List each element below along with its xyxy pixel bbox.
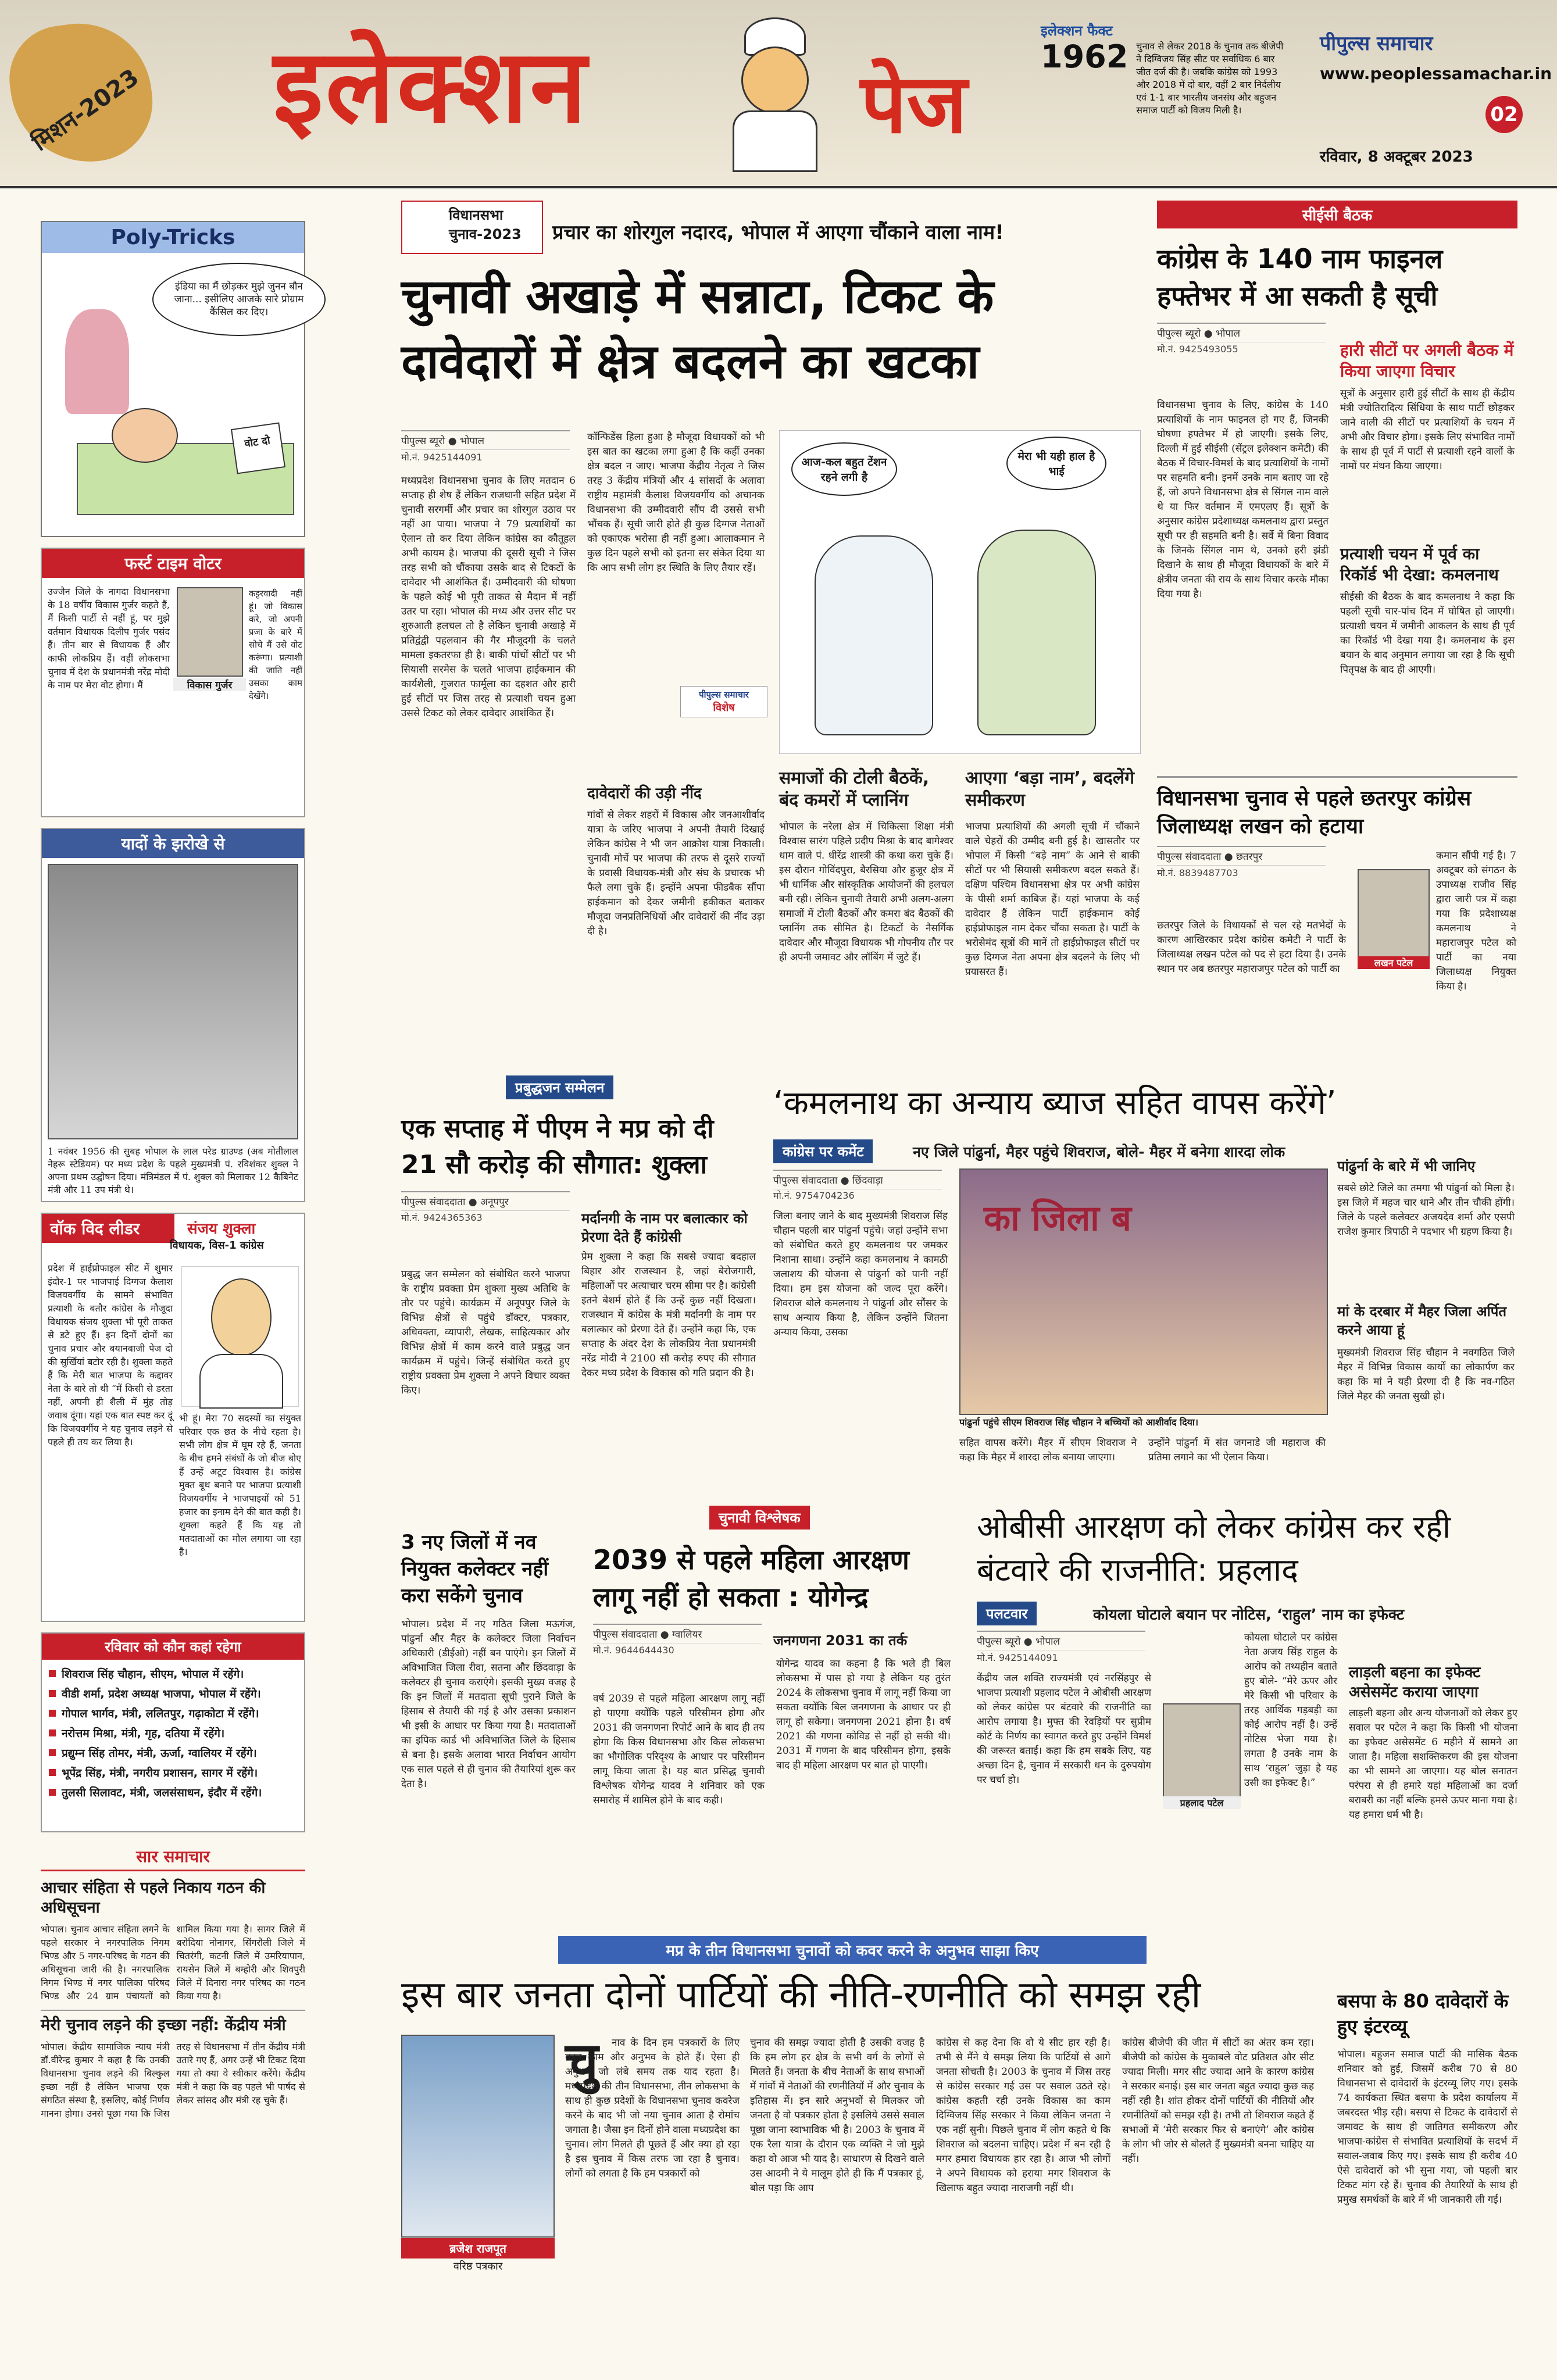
bottom-dropcap: चु [565,2031,599,2092]
cartoon-bubble: इंडिया का मैं छोड़कर मुझे जुनन बौन जाना... इसीलिए आजके सारे प्रोग्राम कैंसिल कर दिए। [152,263,326,336]
chh-headline: विधानसभा चुनाव से पहले छतरपुर कांग्रेस जिलाध्यक्ष लखन को हटाया [1157,787,1472,838]
obc-photo-caption: प्रहलाद पटेल [1163,1796,1241,1809]
bottom-story [401,1936,1326,2366]
prabuddh-mob: मो.नं. 9424365363 [401,1212,483,1223]
women-mob: मो.नं. 9644644430 [593,1645,674,1656]
lead-kicker: प्रचार का शोरगुल नदारद, भोपाल में आएगा चौंकाने वाला नाम! [552,221,1004,244]
chh-photo-caption: लखन पटेल [1358,956,1430,969]
obc-mob: मो.नं. 9425144091 [977,1652,1058,1663]
kn-kicker: नए जिले पांढुर्ना, मैहर पहुंचे शिवराज, बोले- मैहर में बनेगा शारदा लोक [913,1143,1285,1160]
prabuddh-col2: प्रेम शुक्ला ने कहा कि सबसे ज्यादा बदहाल बिहार और राजस्थान है, जहां बेरोजगारी, महिलाओं पर अत्याचार चरम सीमा पर है। कांग्रेसी इतने बेशर्म होते हैं कि उन्हें कुछ नहीं दिखता। राजस्थान में कांग्रेस के मंत्री मर्दानगी के नाम पर बलात्कार को प्रेरणा देते हैं। उन्होंने कहा कि, एक सप्ताह के अंदर देश के लोकप्रिय नेता प्रधानमंत्री नरेंद्र मोदी ने 2100 सौ करोड़ रुपए की सौगात देकर मध्य प्रदेश के विकास को गति प्रदान की है। [581,1251,756,1379]
lead-col4: भाजपा प्रत्याशियों की अगली सूची में चौंकाने वाले चेहरों की उम्मीद बनी हुई है। खासतौर पर भोपाल में किसी “बड़े नाम” के आने से बाकी सीटों पर भी सियासी समीकरण बदल सकते हैं। दक्षिण पश्चिम विधानसभा क्षेत्र पर अभी कांग्रेस के पीसी शर्मा काबिज हैं। यहां भाजपा के कई दावेदार हैं लेकिन पार्टी हाईकमान कोई हाईप्रोफाइल नाम देकर चौंका सकता है। पार्टी के भरोसेमंद सूत्रों की मानें तो हाईप्रोफाइल सीटों पर कुछ दिग्गज नेता अपना क्षेत्र बदलने के लिए भी प्रयासरत हैं। [965,821,1140,978]
lead-col2: कॉन्फिडेंस हिला हुआ है मौजूदा विधायकों को भी इस बात का खटका लगा हुआ है कि कहीं उनका क्षेत्र बदल न जाए। भाजपा केंद्रीय नेतृत्व ने जिस तरह 3 केंद्रीय मंत्रियों और 4 सांसदों के अलावा राष्ट्रीय महामंत्री कैलाश विजयवर्गीय को अचानक विधानसभा की उम्मीदवारी सौंप दी उससे सभी भौंचक हैं। सूची जारी होते ही कुछ दिग्गज नेताओं को एकाएक भरोसा ही नहीं हुआ। आलाकमान ने कुछ दिन पहले सभी को इतना सर संकेत दिया था कि आप सभी लोग हर स्थिति के लिए तैयार रहें। [587,431,765,574]
polytricks-title: Poly-Tricks [42,222,304,253]
women-col2: योगेन्द्र यादव का कहना है कि भले ही बिल लोकसभा में पास हो गया है लेकिन यह तुरंत 2024 के लोकसभा चुनाव में लागू नहीं किया जा सकता क्योंकि बिल जनगणना के आधार पर ही लागू हो सकेगा। जनगणना 2021 होना है। वर्ष 2021 की गणना कोविड से नहीं हो सकी थी। 2031 में गणना के बाद परिसीमन होगा, इसके बाद ही महिला आरक्षण पर बात हो पाएगी। [776,1658,951,1771]
districts-text: भोपाल। प्रदेश में नए गठित जिला मऊगंज, पांढुर्ना और मैहर के कलेक्टर जिला निर्वाचन अधिकारी (डीईओ) नहीं बन पाएंगे। इन जिलों में अविभाजित जिला रीवा, सतना और छिंदवाड़ा के कलेक्टर ही चुनाव कराएंगे। इसकी मुख्य वजह है कि इन जिलों में मतदाता सूची पुराने जिले के हिसाब से तैयारी की गई है और उसका प्रकाशन भी इसी के आधार पर किया गया है। मतदाताओं का इपिक कार्ड भी अविभाजित जिले के हिसाब से बना है। इसके अलावा भारत निर्वाचन आयोग एक साल पहले से ही चुनाव की तैयारियां शुरू कर देता है। [401,1618,576,1790]
where-item: भूपेंद्र सिंह, मंत्री, नगरीय प्रशासन, सागर में रहेंगे। [45,1763,301,1783]
prabuddh-story [401,1075,756,1517]
obc-col1: केंद्रीय जल शक्ति राज्यमंत्री एवं नरसिंहपुर से भाजपा प्रत्याशी प्रहलाद पटेल ने ओबीसी आरक्षण को लेकर कांग्रेस पर बंटवारे की राजनीति का आरोप लगाया है। मुफ्त की रेवड़ियों पर सुप्रीम कोर्ट के निर्णय का स्वागत करते हुए उन्होंने विमर्श की जरूरत बताई। कहा कि हम सबके लिए, यह अच्छा दिन है, चुनाव में सरकारी धन के दुरुपयोग पर चर्चा हो। [977,1673,1151,1786]
walk-text2: भी हूं। मेरा 70 सदस्यों का संयुक्त परिवार एक छत के नीचे रहता है। सभी लोग क्षेत्र में घूम रहे हैं, जनता के बीच हमने संबंधों के जो बीज बोए हैं उन्हें अटूट विश्वास है। कांग्रेस मुक्त बूथ बनाने पर भाजपा प्रत्याशी विजयवर्गीय ने भाजपाइयों को 51 हजार का इनाम देने की बात कही है। शुक्ला कहते हैं कि यह तो मतदाताओं का मौल लगाया जा रहा है। [179,1413,301,1557]
obc-tag: पलटवार [977,1602,1037,1625]
lead-story [401,201,1145,1171]
saar2-head: मेरी चुनाव लड़ने की इच्छा नहीं: केंद्रीय मंत्री [41,2010,305,2035]
cec-sub1: हारी सीटों पर अगली बैठक में किया जाएगा विचार [1340,341,1514,381]
saar1-head: आचार संहिता से पहले निकाय गठन की अधिसूचना [41,1879,266,1917]
lead-sub1: दावेदारों की उड़ी नींद [587,785,702,802]
bottom-photo-name: ब्रजेश राजपूत [401,2238,555,2259]
cartoon-figure-left [815,535,933,735]
kn-col-main: जिला बनाए जाने के बाद मुख्यमंत्री शिवराज सिंह चौहान पहली बार पांढुर्ना पहुंचे। जहां उन्होंने सभा को संबोधित करते हुए कमलनाथ पर जमकर निशाना साधा। उन्होंने कहा कमलनाथ ने कामठी जलाशय की योजना से पांढुर्ना को पानी नहीं दिया। हम इस योजना को जल्द पूरा करेंगे। शिवराज बोले कमलनाथ ने पांढुर्ना और सौंसर के साथ अन्याय किया है, लेकिन उन्होंने जितना अन्याय किया, उसका [773,1210,948,1338]
bottom-col2: चुनाव की समझ ज्यादा होती है उसकी वजह है कि हम लोग हर क्षेत्र के सभी वर्ग के लोगों से मिलते हैं। जनता के बीच नेताओं के साथ सभाओं में गांवों में नेताओं की रणनीतियों में और चुनाव के इतिहास में। इन सारे अनुभवों से मिलकर जो जनता है वो पत्रकार होता है इसलिये उससे सवाल पूछा जाना स्वाभाविक भी है। 2003 के चुनाव में एक रैला यात्रा के दौरान एक व्यक्ति ने जो मुझे कहा वो आज भी याद है। साधारण से दिखने वाले उस आदमी ने ये मालूम होते ही कि मैं पत्रकार हूं, बोल पड़ा कि आप [750,2037,924,2194]
brand: पीपुल्स समाचार [1320,32,1433,55]
bottom-banner: मप्र के तीन विधानसभा चुनावों को कवर करने के अनुभव साझा किए [558,1936,1147,1964]
kn-side-sub1: पांढुर्ना के बारे में भी जानिए [1337,1158,1476,1174]
prabuddh-sub1: मर्दानगी के नाम पर बलात्कार को प्रेरणा देते हैं कांग्रेसी [581,1210,748,1245]
prabuddh-col1: प्रबुद्ध जन सम्मेलन को संबोधित करने भाजपा के राष्ट्रीय प्रवक्ता प्रेम शुक्ला मुख्य अतिथि के तौर पर पहुंचे। कार्यक्रम में अनूपपुर जिले के विभिन्न क्षेत्रों से पहुंचे डॉक्टर, पत्रकार, अधिवक्ता, व्यापारी, लेखक, साहित्यकार और विभिन्न क्षेत्रों में काम करने वाले प्रबुद्ध जन कार्यक्रम में पहुंचे। जिन्हें संबोधित करते हुए राष्ट्रीय प्रवक्ता प्रेम शुक्ला ने अपने विचार व्यक्त किए। [401,1268,570,1396]
lead-sub3: आएगा ‘बड़ा नाम’, बदलेंगे समीकरण [965,768,1135,810]
kn-photo-caption: पांढुर्ना पहुंचे सीएम शिवराज सिंह चौहान ने बच्चियों को आशीर्वाद दिया। [959,1417,1199,1428]
cartoon-man [112,408,178,463]
masthead [0,0,1557,188]
saar2-text: भोपाल। केंद्रीय सामाजिक न्याय मंत्री डॉ.वीरेन्द्र कुमार ने कहा है कि उनकी विधानसभा चुनाव लड़ने की बिल्कुल इच्छा नहीं है लेकिन भाजपा एक संगठित संस्था है, इसलिए, कोई निर्णय मानना होगा। उनसे पूछा गया कि जिस तरह से विधानसभा में तीन केंद्रीय मंत्री उतारे गए हैं, अगर उन्हें भी टिकट दिया गया तो क्या वे स्वीकार करेंगे। केंद्रीय मंत्री ने कहा कि वह पहले भी पार्षद से लेकर सांसद और मंत्री रह चुके हैं। [41,2041,305,2119]
bottom-col4: कांग्रेस बीजेपी की जीत में सीटों का अंतर कम रहा। बीजेपी को कांग्रेस के मुकाबले वोट प्रतिशत और सीट ज्यादा मिली। मगर सीट ज्यादा आने के कारण कांग्रेस ने सरकार बनाई। इस बार जनता बहुत ज्यादा कुछ कह नहीं रही है। शांत होकर दोनों पार्टियों की नीतियों और रणनीतियों को समझ रही है। तभी तो शिवराज कहते हैं सभाओं में ‘मेरी सरकार फिर से बनाएंगे’ और कांग्रेस के लोग भी जोर से बोलते हैं मुख्यमंत्री बनना चाहिए या नहीं। [1122,2037,1314,2165]
kn-photo-banner: का जिला ब [984,1198,1131,1239]
chh-text2: कमान सौंपी गई है। 7 अक्टूबर को संगठन के उपाध्यक्ष राजीव सिंह द्वारा जारी पत्र में कहा गया कि प्रदेशाध्यक्ष कमलनाथ ने महाराजपुर पटेल को पार्टी का नया जिलाध्यक्ष नियुक्त किया है। [1436,850,1516,992]
kn-mob: मो.नं. 9754704236 [773,1190,855,1201]
kn-side-sub2: मां के दरबार में मैहर जिला अर्पित करने आया हूं [1337,1303,1507,1338]
walk-title: वॉक विद लीडर [42,1214,174,1243]
website: www.peoplessamachar.in [1320,64,1552,83]
fact-title: इलेक्शन फैक्ट [1041,23,1113,39]
chh-mob: मो.नं. 8839487703 [1157,867,1238,878]
cartoon-bubble-left: आज-कल बहुत टेंशन रहने लगी है [791,442,897,496]
lead-col2b: गांवों से लेकर शहरों में विकास और जनआशीर्वाद यात्रा के जरिए भाजपा ने अपनी तैयारी दिखाई लेकिन कांग्रेस ने भी जन आक्रोश यात्रा निकाली। चुनावी मोर्चे पर भाजपा की तरफ से दूसरे राज्यों के प्रवासी विधायक-मंत्री और संघ के प्रचारक भी फैले लगा चुके हैं। इन्होंने अपना फीडबैक सौंपा हाईकमान को देकर जमीनी हकीकत बताकर मौजूदा जनप्रतिनिधियों और दावेदारों की नींद उड़ा दी है। [587,809,765,937]
kn-side-text2: मुख्यमंत्री शिवराज सिंह चौहान ने नवगठित जिले मैहर में विभिन्न विकास कार्यों का लोकार्पण कर कहा कि मां ने यही प्रेरणा दी है कि नव-गठित जिले मैहर की जनता सुखी हो। [1337,1347,1515,1402]
chh-text: छतरपुर जिले के विधायकों से चल रहे मतभेदों के कारण आखिरकार प्रदेश कांग्रेस कमेटी ने पार्टी के जिलाध्यक्ष लखन पटेल को पद से हटा दिया है। उनके स्थान पर अब छतरपुर महाराजपुर पटेल को पार्टी का [1157,920,1346,975]
cec-tag: सीईसी बैठक [1157,201,1517,228]
saar1-text: भोपाल। चुनाव आचार संहिता लगने के पहले सरकार ने नगरपालिक निगम भिण्ड और 5 नगर-परिषद के गठन की अधिसूचना जारी की है। नगरपालिक निगम भिण्ड में नगर पालिका परिषद भिण्ड और 24 ग्राम पंचायतों को शामिल किया गया है। सागर जिले में बरोदिया नोनागर, सिंगरौली जिले में चितरंगी, कटनी जिले में उमरियापान, रायसेन जिले में बम्होरी और शिवपुरी जिले में दिनारा नगर परिषद का गठन किया गया है। [41,1924,305,2002]
first-voter-text2: कट्टरवादी नहीं हूं। जो विकास करे, जो अपनी प्रजा के बारे में सोचे मैं उसे वोट करूंगा। प्रत्याशी की जाति नहीं उसका काम देखेंगे। [249,588,302,701]
lead-badge-brand: पीपुल्स समाचार [699,689,749,700]
masthead-title-right: पेज [860,57,967,152]
kamalnath-story [773,1081,1517,1500]
women-byline: पीपुल्स संवाददाता ● ग्वालियर [593,1624,762,1643]
memories-photo [48,864,298,1139]
lead-sub2: समाजों की टोली बैठकें, बंद कमरों में प्लानिंग [779,768,930,810]
cec-mob: मो.नं. 9425493055 [1157,344,1238,355]
election-fact [1041,21,1291,117]
lead-tag-line2: चुनाव-2023 [449,226,522,242]
women-sub: जनगणना 2031 का तर्क [773,1632,908,1649]
kn-col1: सहित वापस करेंगे। मैहर में सीएम शिवराज ने कहा कि मैहर में शारदा लोक बनाया जाएगा। [959,1437,1137,1463]
where-list [42,1660,304,1807]
women-tag: चुनावी विश्लेषक [709,1506,810,1530]
where-item: शिवराज सिंह चौहान, सीएम, भोपाल में रहेंगे। [45,1664,301,1684]
fact-year: 1962 [1041,38,1129,75]
lead-special-label: विशेष [713,702,735,714]
walk-name: संजय शुक्ला [187,1220,256,1238]
memories-caption: 1 नवंबर 1956 की सुबह भोपाल के लाल परेड ग्राउण्ड (अब मोतीलाल नेहरू स्टेडियम) पर मध्य प्रदेश के पहले मुख्यमंत्री पं. रविशंकर शुक्ल ने अपना प्रथम उद्घोषन दिया। मंत्रिमंडल में पं. शुक्ल को मिलाकर 12 कैबिनेट मंत्री और 11 उप मंत्री थे। [48,1146,298,1195]
cartoon-bubble-right: मेरा भी यही हाल है भाई [1006,437,1106,490]
bsp-headline: बसपा के 80 दावेदारों के हुए इंटरव्यू [1337,1990,1509,2038]
first-voter-name: विकास गुर्जर [173,678,246,691]
where-title: रविवार को कौन कहां रहेगा [42,1634,304,1660]
cec-sub2: प्रत्याशी चयन में पूर्व का रिकॉर्ड भी देखा: कमलनाथ [1340,544,1499,584]
saar-title: सार समाचार [41,1843,305,1871]
cartoon-woman [65,309,129,414]
bottom-photo [401,2035,555,2238]
bottom-col1: नाव के दिन हम पत्रकारों के लिए बहुत काम और अनुभव के होते हैं। ऐसा ही अनुभव जो लंबे समय तक याद रहता है। मध्यप्रदेश की तीन विधानसभा, तीन लोकसभा के साथ ही कुछ प्रदेशों के विधानसभा चुनाव कवरेज करने के बाद भी जो नया चुनाव आता है रोमांच जगाता है। जैसा इन दिनों होने वाला मध्यप्रदेश का चुनाव। लोग मिलते ही पूछते हैं और क्या हो रहा है इस चुनाव में किस तरफ जा रहा है चुनाव। लोगों को लगता है कि हम पत्रकारों को [565,2037,740,2179]
bottom-photo-role: वरिष्ठ पत्रकार [453,2260,503,2272]
lead-headline: चुनावी अखाड़े में सन्नाटा, टिकट के दावेदारों में क्षेत्र बदलने का खटका [401,269,994,389]
cec-col1: विधानसभा चुनाव के लिए, कांग्रेस के 140 प्रत्याशियों के नाम फाइनल हो गए हैं, जिनकी घोषणा हफ्तेभर में हो जाएगी। इसके लिए, दिल्ली में हुई सीईसी (सेंट्रल इलेक्शन कमेटी) की बैठक में विचार-विमर्श के बाद प्रत्याशियों के नामों पर सहमति बनी। इनमें उनके नाम बताए जा रहे हैं, जो अपने विधानसभा क्षेत्र से सिंगल नाम वाले थे या फिर वर्तमान में एमएलए हैं। सूत्रों के अनुसार कांग्रेस प्रदेशाध्यक्ष कमलनाथ द्वारा प्रस्तुत सूची पर ही सहमति बनी है। सर्वे में बिना विवाद के जिनके सिंगल नाम थे, उनको हरी झंडी दिखाने के साथ ही मौजूदा विधायकों के बारे में क्षेत्रीय जनता की राय के साथ विचार करके मौका दिया गया है। [1157,399,1329,600]
chh-byline: पीपुल्स संवाददाता ● छतरपुर [1157,846,1326,866]
cec-headline: कांग्रेस के 140 नाम फाइनल हफ्तेभर में आ सकती है सूची [1157,243,1443,312]
lead-col1: मध्यप्रदेश विधानसभा चुनाव के लिए मतदान 6 सप्ताह ही शेष हैं लेकिन राजधानी सहित प्रदेश में चुनावी सरगर्मी और प्रचार का शोरगुल उठाव पर नहीं आ पाया। भाजपा ने 79 प्रत्याशियों का ऐलान तो कर दिया लेकिन कांग्रेस का कौतूहल अभी कायम है। भाजपा की दूसरी सूची ने जिस तरह सभी को चौंकाया उसके बाद से टिकटों के दावेदार भी आशंकित हैं। उम्मीदवारी की घोषणा के पहले कोई भी पूरी ताकत से मैदान में नहीं उतर पा रहा। भोपाल की मध्य और उत्तर सीट पर शुरुआती हलचल तो है लेकिन चुनावी अखाड़े में प्रतिद्वंद्वी पहलवान की गैर मौजूदगी के चलते मामला इकतरफा ही है। बाकी पांचों सीटों पर भी सियासी सरमेस के चलते भाजपा हाईकमान की कार्यशैली, गुजरात फार्मूला का दहशत और हारी हुई सीटों पर जिस तरह से प्रत्याशी चयन हुआ उससे टिकट को लेकर दावेदार आशंकित हैं। [401,475,576,719]
cec-byline: पीपुल्स ब्यूरो ● भोपाल [1157,323,1326,342]
cartoon-figure-right [977,530,1096,735]
districts-headline: 3 नए जिलों में नव नियुक्त कलेक्टर नहीं करा सकेंगे चुनाव [401,1531,549,1607]
mascot [715,12,831,169]
obc-story [977,1506,1517,1982]
chh-divider [1157,776,1517,778]
polytricks-box [41,221,305,537]
obc-side-head: लाड़ली बहना का इफेक्ट असेसमेंट कराया जाएगा [1349,1664,1481,1701]
left-sidebar [41,221,305,2360]
districts-story [401,1529,576,1971]
memories-title: यादों के झरोखे से [42,829,304,858]
right-top [1157,201,1517,1096]
prabuddh-headline: एक सप्ताह में पीएम ने मप्र को दी 21 सौ करोड़ की सौगात: शुक्ला [401,1114,714,1180]
where-item: वीडी शर्मा, प्रदेश अध्यक्ष भाजपा, भोपाल में रहेंगे। [45,1684,301,1704]
masthead-title-left: इलेक्शन [273,28,589,146]
cec-col2: सूत्रों के अनुसार हारी हुई सीटों के साथ ही केंद्रीय मंत्री ज्योतिरादित्य सिंधिया के साथ पार्टी छोड़कर जाने वाली की सीटों पर प्रत्याशियों के चयन में अभी और विचार होगा। इसके लिए संभावित नामों के साथ ही पूर्व में पार्टी से प्रत्याशी रहने वालों के नामों पर मंथन किया जाएगा। [1340,388,1515,472]
walk-text: प्रदेश में हाईप्रोफाइल सीट में शुमार इंदौर-1 पर भाजपाई दिग्गज कैलाश विजयवर्गीय के सामने संभावित प्रत्याशी के बतौर कांग्रेस के मौजूदा विधायक संजय शुक्ला भी पूरी ताकत से डटे हुए हैं। इन दिनों दोनों का चुनाव प्रचार और बयानबाजी पेज दो की सुर्खियां बटोर रही है। शुक्ला कहते हैं कि मेरी बात भाजपा के कद्दावर नेता के बारे तो थी “मैं किसी से डरता नहीं, अपनी ही शैली में मुंह तोड़ जवाब दूंगा। यहां एक बात स्पष्ट कर दूं कि विजयवर्गीय ने यह चुनाव लड़ने से पहले ही तय कर लिया है। [48,1263,173,1448]
mission-label: मिशन-2023 [27,64,144,157]
obc-side-text: लाड़ली बहना और अन्य योजनाओं को लेकर हुए सवाल पर पटेल ने कहा कि किसी भी योजना का इफेक्ट असेसमेंट 6 महीने में सामने आ जाता है। महिला सशक्तिकरण की इस योजना का भी सामने आ जाएगा। यह बोल सनातन परंपरा से ही हमारे यहां महिलाओं का दर्जा बराबरी का नहीं बल्कि हमसे ऊपर माना गया है। यह हमारा धर्म भी है। [1349,1707,1517,1821]
lead-tag-line1: विधानसभा [449,207,503,223]
walk-role: विधायक, विस-1 कांग्रेस [170,1239,264,1252]
where-item: प्रद्युम्न सिंह तोमर, मंत्री, ऊर्जा, ग्वालियर में रहेंगे। [45,1743,301,1763]
first-voter-text: उज्जैन जिले के नागदा विधानसभा के 18 वर्षीय विकास गुर्जर कहते हैं, मैं किसी पार्टी से नहीं हूं, पर मुझे वर्तमान विधायक दिलीप गुर्जर पसंद हैं। तीन बार से विधायक हैं और काफी लोकप्रिय हैं। वहीं लोकसभा चुनाव में देश के प्रधानमंत्री नरेंद्र मोदी के नाम पर मेरा वोट होगा। मैं [48,586,170,691]
page-number: 02 [1485,96,1523,133]
women-headline: 2039 से पहले महिला आरक्षण लागू नहीं हो सकता : योगेन्द्र [593,1544,909,1613]
bsp-story [1337,1988,1517,2360]
first-voter-photo [177,587,243,677]
bottom-headline: इस बार जनता दोनों पार्टियों की नीति-रणनीति को समझ रही [401,1974,1201,2017]
where-item: गोपाल भार्गव, मंत्री, ललितपुर, गढ़ाकोटा में रहेंगे। [45,1704,301,1724]
obc-byline: पीपुल्स ब्यूरो ● भोपाल [977,1631,1145,1650]
bottom-col3: कांग्रेस से कह देना कि वो ये सीट हार रही है। तभी से मैंने ये समझ लिया कि पार्टियों से आगे जनता सोचती है। 2003 के चुनाव में जिस तरह से कांग्रेस सरकार गई उस पर सवाल उठते रहे। कांग्रेस कहती रही उनके विकास का काम दिग्विजय सिंह सरकार ने किया लेकिन जनता ने एक नहीं सुनी। पिछले चुनाव में लोग कहते थे कि शिवराज को बदलना चाहिए। प्रदेश में बन रही है मगर हमारा विधायक हार रहा है। आज भी लोगों ने अपने विधायक को हराया मगर शिवराज के खिलाफ बहुत ज्यादा नाराजगी नहीं थी। [936,2037,1110,2194]
kn-headline: ‘कमलनाथ का अन्याय ब्याज सहित वापस करेंगे’ [773,1084,1337,1122]
date: रविवार, 8 अक्टूबर 2023 [1320,148,1473,166]
chh-photo [1358,869,1430,959]
memories-box [41,828,305,1202]
kn-side-text1: सबसे छोटे जिले का तमगा भी पांढुर्ना को मिला है। इस जिले में महज चार थाने और तीन चौकी होंगी। जिले के पहले कलेक्टर अजयदेव शर्मा और एसपी राजेश कुमार त्रिपाठी ने पदभार भी ग्रहण किया है। [1337,1182,1515,1238]
lead-byline: पीपुल्स ब्यूरो ● भोपाल [401,430,570,450]
women-story [593,1506,954,1988]
cec-col3: सीईसी की बैठक के बाद कमलनाथ ने कहा कि पहली सूची चार-पांच दिन में घोषित हो जाएगी। प्रत्याशी चयन में जमीनी आकलन के साथ ही पूर्व का रिकॉर्ड भी देखा गया है। कमलनाथ के इस बयान के बाद अनुमान लगाया जा रहा है कि सूची पितृपक्ष के बाद ही आएगी। [1340,591,1515,676]
lead-col3: भोपाल के नरेला क्षेत्र में चिकित्सा शिक्षा मंत्री विश्वास सारंग पहिले प्रदीप मिश्रा के बाद बागेश्वर धाम वाले पं. धीरेंद्र शास्त्री की कथा करा चुके हैं। इस दौरान गोविंदपुरा, बैरसिया और हुजूर क्षेत्र में भी धार्मिक और सांस्कृतिक आयोजनों की हलचल बनी रही। लेकिन चुनावी तैयारी अभी अलग-अलग समाजों में टोली बैठकों और कमरा बंद बैठकों की प्लानिंग तक सीमित है। टिकटों के नैसर्गिक दावेदार और मौजूदा विधायक भी गोपनीय तौर पर ही अपनी जमावट और लॉबिंग में जुटे हैं। [779,821,954,963]
prabuddh-tag: प्रबुद्धजन सम्मेलन [506,1075,613,1099]
saar-box [41,1843,305,2145]
lead-cartoon [779,430,1141,754]
kn-col2: उन्होंने पांढुर्ना में संत जगनाडे जी महाराज की प्रतिमा लगाने का भी ऐलान किया। [1148,1437,1326,1463]
kn-photo [959,1168,1328,1415]
obc-headline: ओबीसी आरक्षण को लेकर कांग्रेस कर रही बंटवारे की राजनीति: प्रहलाद [977,1509,1451,1588]
where-box [41,1632,305,1832]
where-item: तुलसी सिलावट, मंत्री, जलसंसाधन, इंदौर में रहेंगे। [45,1783,301,1803]
prabuddh-byline: पीपुल्स संवाददाता ● अनूपपुर [401,1191,570,1211]
first-voter-box [41,548,305,817]
walk-box [41,1213,305,1622]
first-voter-title: फर्स्ट टाइम वोटर [42,549,304,578]
walk-caricature [181,1266,299,1407]
lead-brand-badge [680,686,767,717]
bsp-text: भोपाल। बहुजन समाज पार्टी की मासिक बैठक शनिवार को हुई, जिसमें करीब 70 से 80 विधानसभा से दावेदारों के इंटरव्यू लिए गए। इसके 74 कार्यकता स्थित बसपा के प्रदेश कार्यालय में जबरदस्त भीड़ रही। बसपा से टिकट के दावेदारों से जमावट के साथ ही जातिगत समीकरण और भाजपा-कांग्रेस से संभावित प्रत्याशियों के सदर्भ में सवाल-जवाब किए गए। इसके साथ ही करीब 40 ऐसे दावेदारों को भी सुना गया, जो पहली बार टिकट मांग रहे हैं। चुनाव की तैयारियों के साथ ही प्रमुख समर्थकों के बारे में भी जानकारी ली गई। [1337,2049,1517,2206]
fact-text: चुनाव से लेकर 2018 के चुनाव तक बीजेपी ने दिग्विजय सिंह सीट पर सर्वाधिक 6 बार जीत दर्ज की है। जबकि कांग्रेस को 1993 और 2018 में दो बार, वहीं 2 बार निर्दलीय एवं 1-1 बार भारतीय जनसंघ और बहुजन समाज पार्टी को विजय मिली है। [1136,41,1284,116]
obc-kicker: कोयला घोटाले बयान पर नोटिस, ‘राहुल’ नाम का इफेक्ट [1093,1606,1405,1624]
obc-col2: कोयला घोटाले पर कांग्रेस नेता अजय सिंह राहुल के आरोप को तथ्यहीन बताते हुए बोले- “मेरे ऊपर और मेरे किसी भी परिवार के तरह आर्थिक गड़बड़ी का कोई आरोप नहीं है। उन्हें नोटिस भेजा गया है। लगता है उनके नाम के साथ ‘राहुल’ जुड़ा है यह उसी का इफेक्ट है।” [1244,1632,1337,1789]
kn-tag: कांग्रेस पर कमेंट [773,1139,873,1163]
cartoon-sign: वोट दो [231,423,285,474]
women-col1: वर्ष 2039 से पहले महिला आरक्षण लागू नहीं हो पाएगा क्योंकि पहले परिसीमन होगा और 2031 की जनगणना रिपोर्ट आने के बाद ही तय होगा कि किस विधानसभा और किस लोकसभा का भौगोलिक परिदृश्य के आधार पर परिसीमन लागू किया जाता है। यह बात प्रसिद्ध चुनावी विश्लेषक योगेन्द्र यादव ने शनिवार को एक समारोह में शामिल होने के बाद कही। [593,1693,765,1806]
lead-mob: मो.नं. 9425144091 [401,452,483,463]
lead-tag [401,201,543,254]
where-item: नरोत्तम मिश्रा, मंत्री, गृह, दतिया में रहेंगे। [45,1724,301,1743]
kn-byline: पीपुल्स संवाददाता ● छिंदवाड़ा [773,1170,942,1189]
